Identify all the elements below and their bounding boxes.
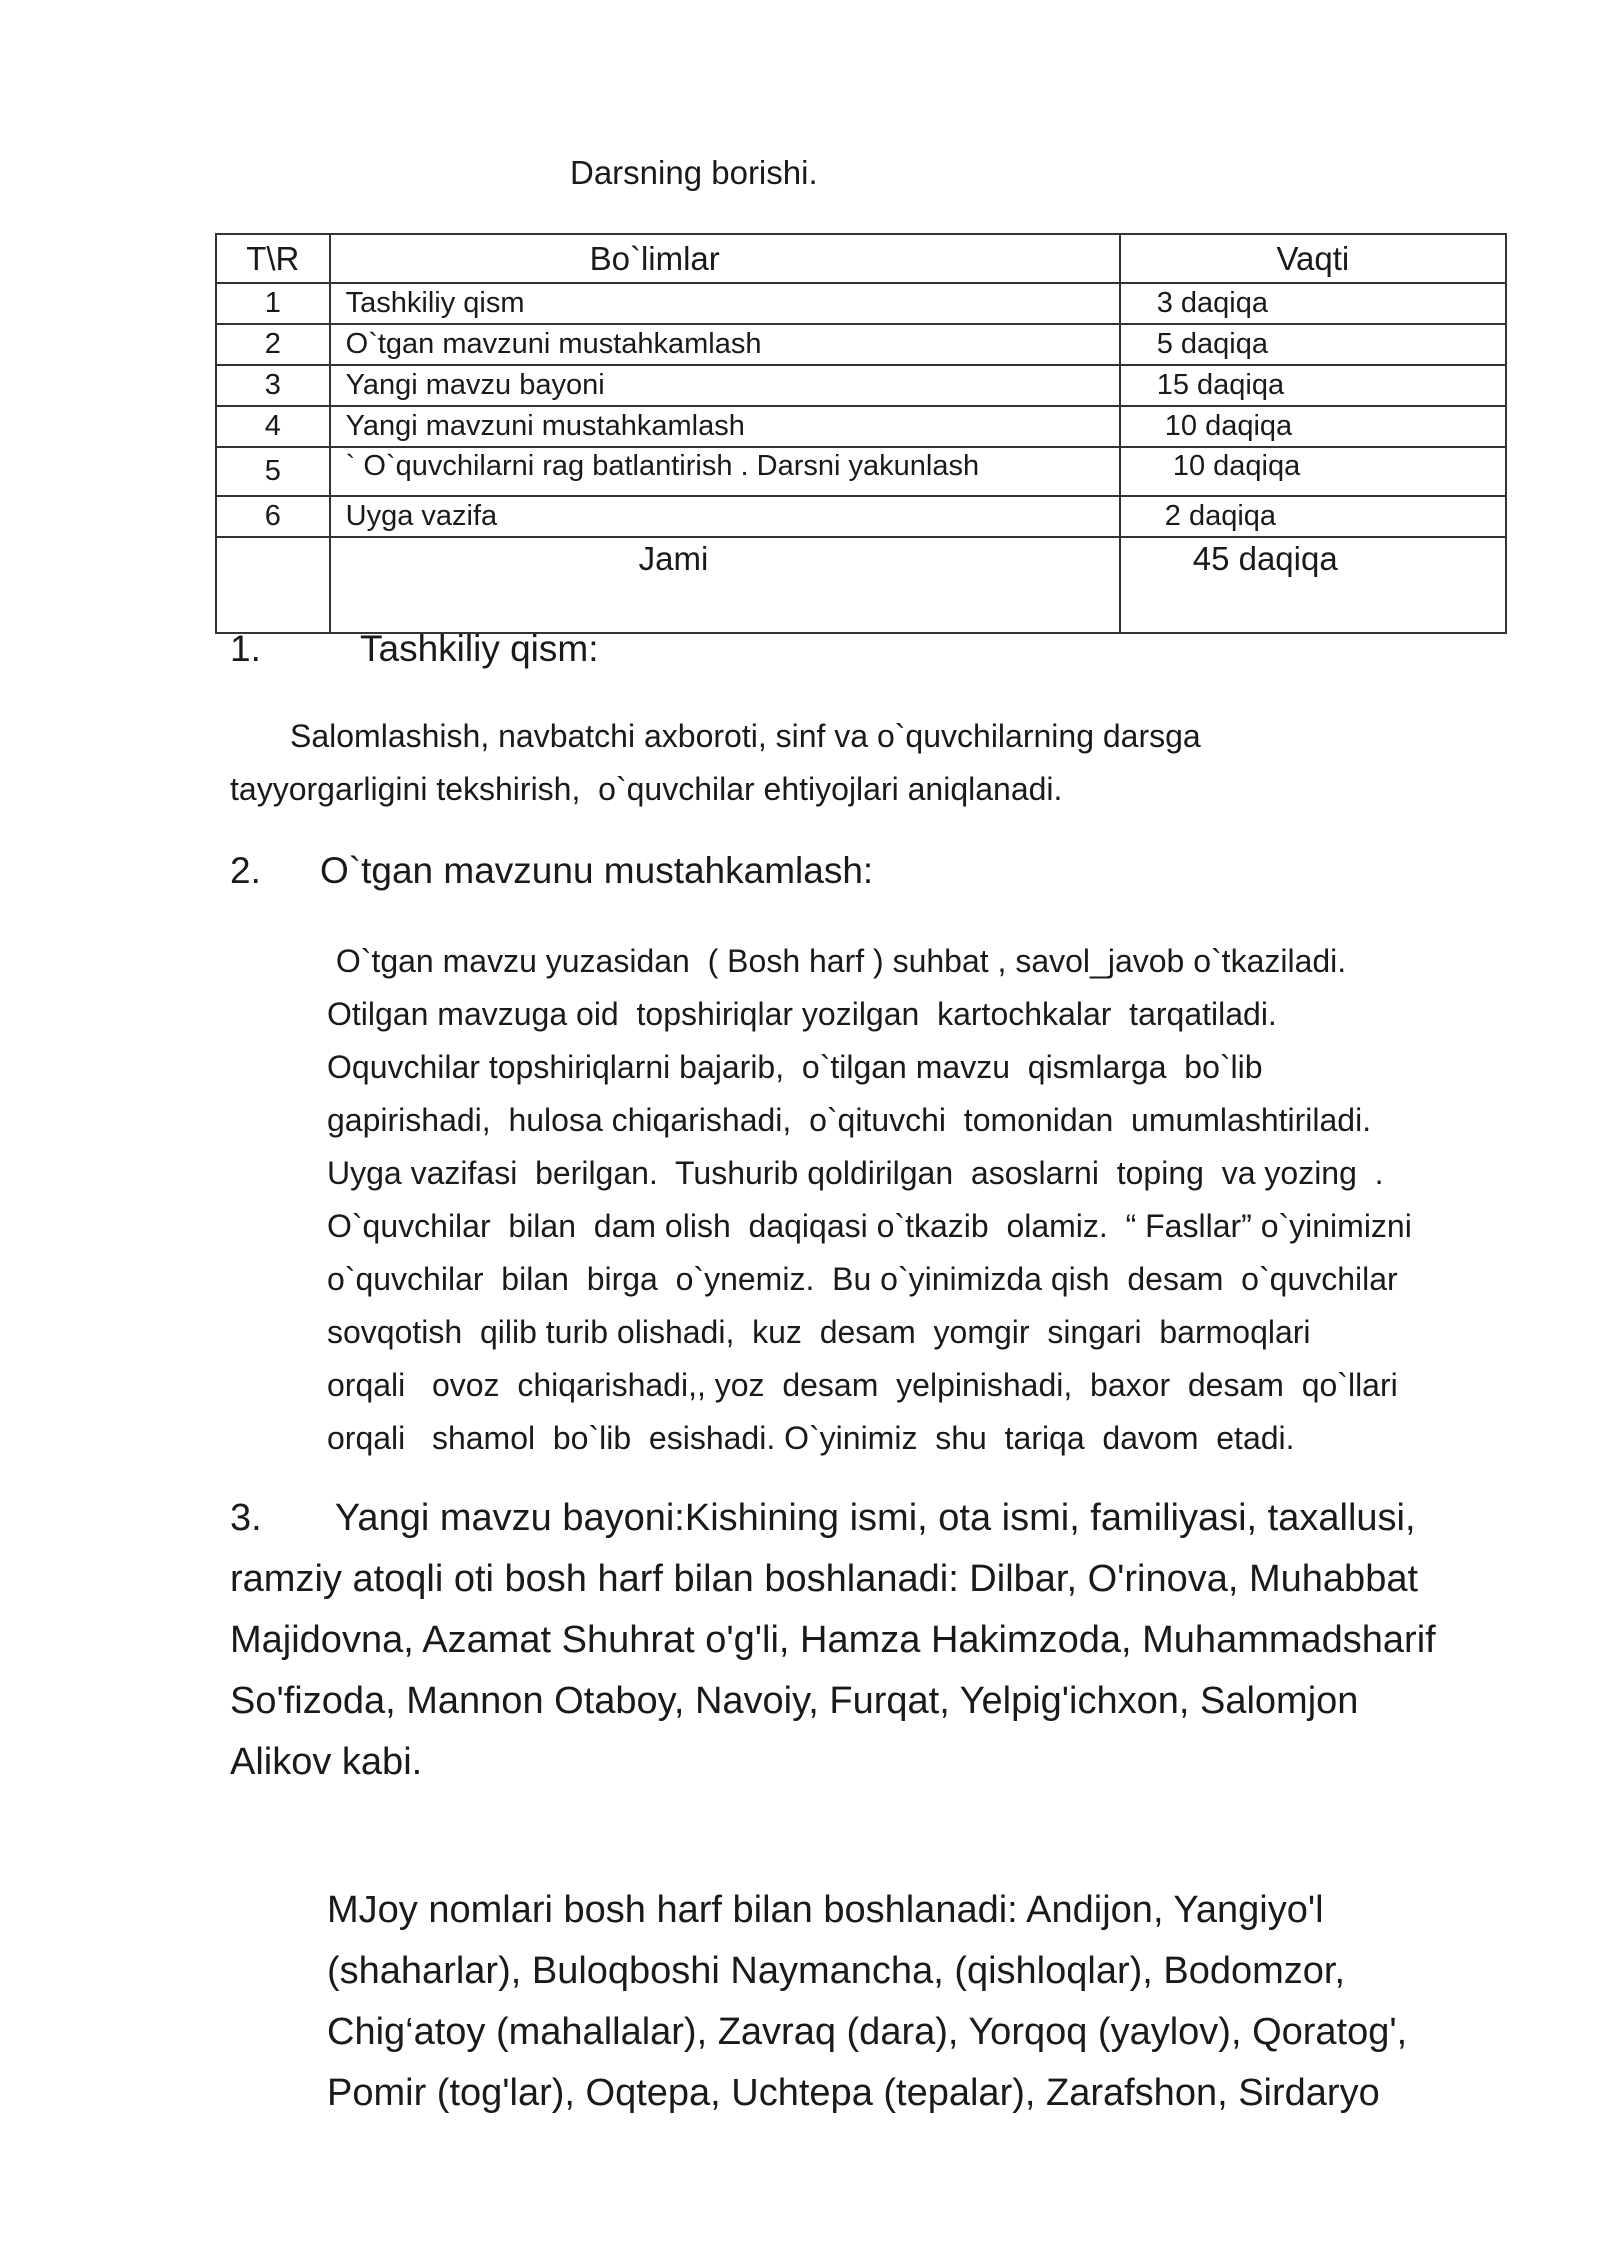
table-row [216,496,1506,537]
total-label: Jami [330,537,1120,633]
section2-line: sovqotish qilib turib olishadi, kuz desam yomgir singari barmoqlari [327,1314,1311,1350]
section2-line: orqali shamol bo`lib esishadi. O`yinimiz shu tariqa davom etadi. [327,1420,1295,1456]
row-time: 3 daqiqa [1120,283,1506,324]
section4-line: Chig‘atoy (mahallalar), Zavraq (dara), Yorqoq (yaylov), Qoratog', [327,2011,1408,2053]
table-row [216,447,1506,496]
section1-line: Salomlashish, navbatchi axboroti, sinf va o`quvchilarning darsga [290,718,1201,754]
section3-line: Alikov kabi. [230,1741,423,1783]
section4-line: Pomir (tog'lar), Oqtepa, Uchtepa (tepalar), Zarafshon, Sirdaryo [327,2072,1380,2114]
row-section: Yangi mavzuni mustahkamlash [330,406,1120,447]
section2-line: Oquvchilar topshiriqlarni bajarib, o`tilgan mavzu qismlarga bo`lib [327,1049,1263,1085]
section2-line: Otilgan mavzuga oid topshiriqlar yozilgan kartochkalar tarqatiladi. [327,996,1277,1032]
section2-line: o`quvchilar bilan birga o`ynemiz. Bu o`yinimizda qish desam o`quvchilar [327,1261,1398,1297]
section3-line: ramziy atoqli oti bosh harf bilan boshlanadi: Dilbar, O'rinova, Muhabbat [230,1558,1419,1600]
row-number: 2 [216,324,330,365]
row-number: 5 [216,447,330,496]
table-row [216,365,1506,406]
section2-number: 2. [230,850,261,891]
section2-heading [230,850,874,892]
table-row [216,406,1506,447]
row-section: Uyga vazifa [330,496,1120,537]
row-time: 15 daqiqa [1120,365,1506,406]
table-total-row [216,537,1506,633]
section1-number: 1. [230,628,261,669]
section3-line: 3. Yangi mavzu bayoni:Kishining ismi, ota ismi, familiyasi, taxallusi, [230,1497,1416,1539]
row-time: 2 daqiqa [1120,496,1506,537]
section3-line: So'fizoda, Mannon Otaboy, Navoiy, Furqat, Yelpig'ichxon, Salomjon [230,1680,1359,1722]
row-section: Tashkiliy qism [330,283,1120,324]
header-sections: Bo`limlar [330,234,1120,283]
table-header-row [216,234,1506,283]
row-number: 6 [216,496,330,537]
section2-line: orqali ovoz chiqarishadi,, yoz desam yelpinishadi, baxor desam qo`llari [327,1367,1398,1403]
row-time: 10 daqiqa [1120,447,1506,496]
row-number: 1 [216,283,330,324]
section3-line: Majidovna, Azamat Shuhrat o'g'li, Hamza Hakimzoda, Muhammadsharif [230,1619,1436,1661]
lesson-plan-table [215,233,1507,634]
row-time: 5 daqiqa [1120,324,1506,365]
row-number: 3 [216,365,330,406]
header-number: T\R [216,234,330,283]
section1-title: Tashkiliy qism: [360,628,599,669]
table-row [216,283,1506,324]
row-time: 10 daqiqa [1120,406,1506,447]
section2-line: O`tgan mavzu yuzasidan ( Bosh harf ) suhbat , savol_javob o`tkaziladi. [327,943,1347,979]
section4-line: (shaharlar), Buloqboshi Naymancha, (qishloqlar), Bodomzor, [327,1950,1346,1992]
section2-line: O`quvchilar bilan dam olish daqiqasi o`tkazib olamiz. “ Fasllar” o`yinimizni [327,1208,1412,1244]
section4-line: MJoy nomlari bosh harf bilan boshlanadi: Andijon, Yangiyo'l [327,1889,1324,1931]
total-empty-cell [216,537,330,633]
section1-heading [230,628,599,670]
row-number: 4 [216,406,330,447]
row-section: ` O`quvchilarni rag batlantirish . Darsni yakunlash [330,447,1120,496]
total-value: 45 daqiqa [1120,537,1506,633]
row-section: O`tgan mavzuni mustahkamlash [330,324,1120,365]
header-time: Vaqti [1120,234,1506,283]
row-section: Yangi mavzu bayoni [330,365,1120,406]
table-row [216,324,1506,365]
document-title: Darsning borishi. [570,154,818,191]
section2-line: Uyga vazifasi berilgan. Tushurib qoldirilgan asoslarni toping va yozing . [327,1155,1384,1191]
section2-line: gapirishadi, hulosa chiqarishadi, o`qituvchi tomonidan umumlashtiriladi. [327,1102,1372,1138]
section1-line: tayyorgarligini tekshirish, o`quvchilar ehtiyojlari aniqlanadi. [230,771,1063,807]
section2-title: O`tgan mavzunu mustahkamlash: [320,850,874,891]
